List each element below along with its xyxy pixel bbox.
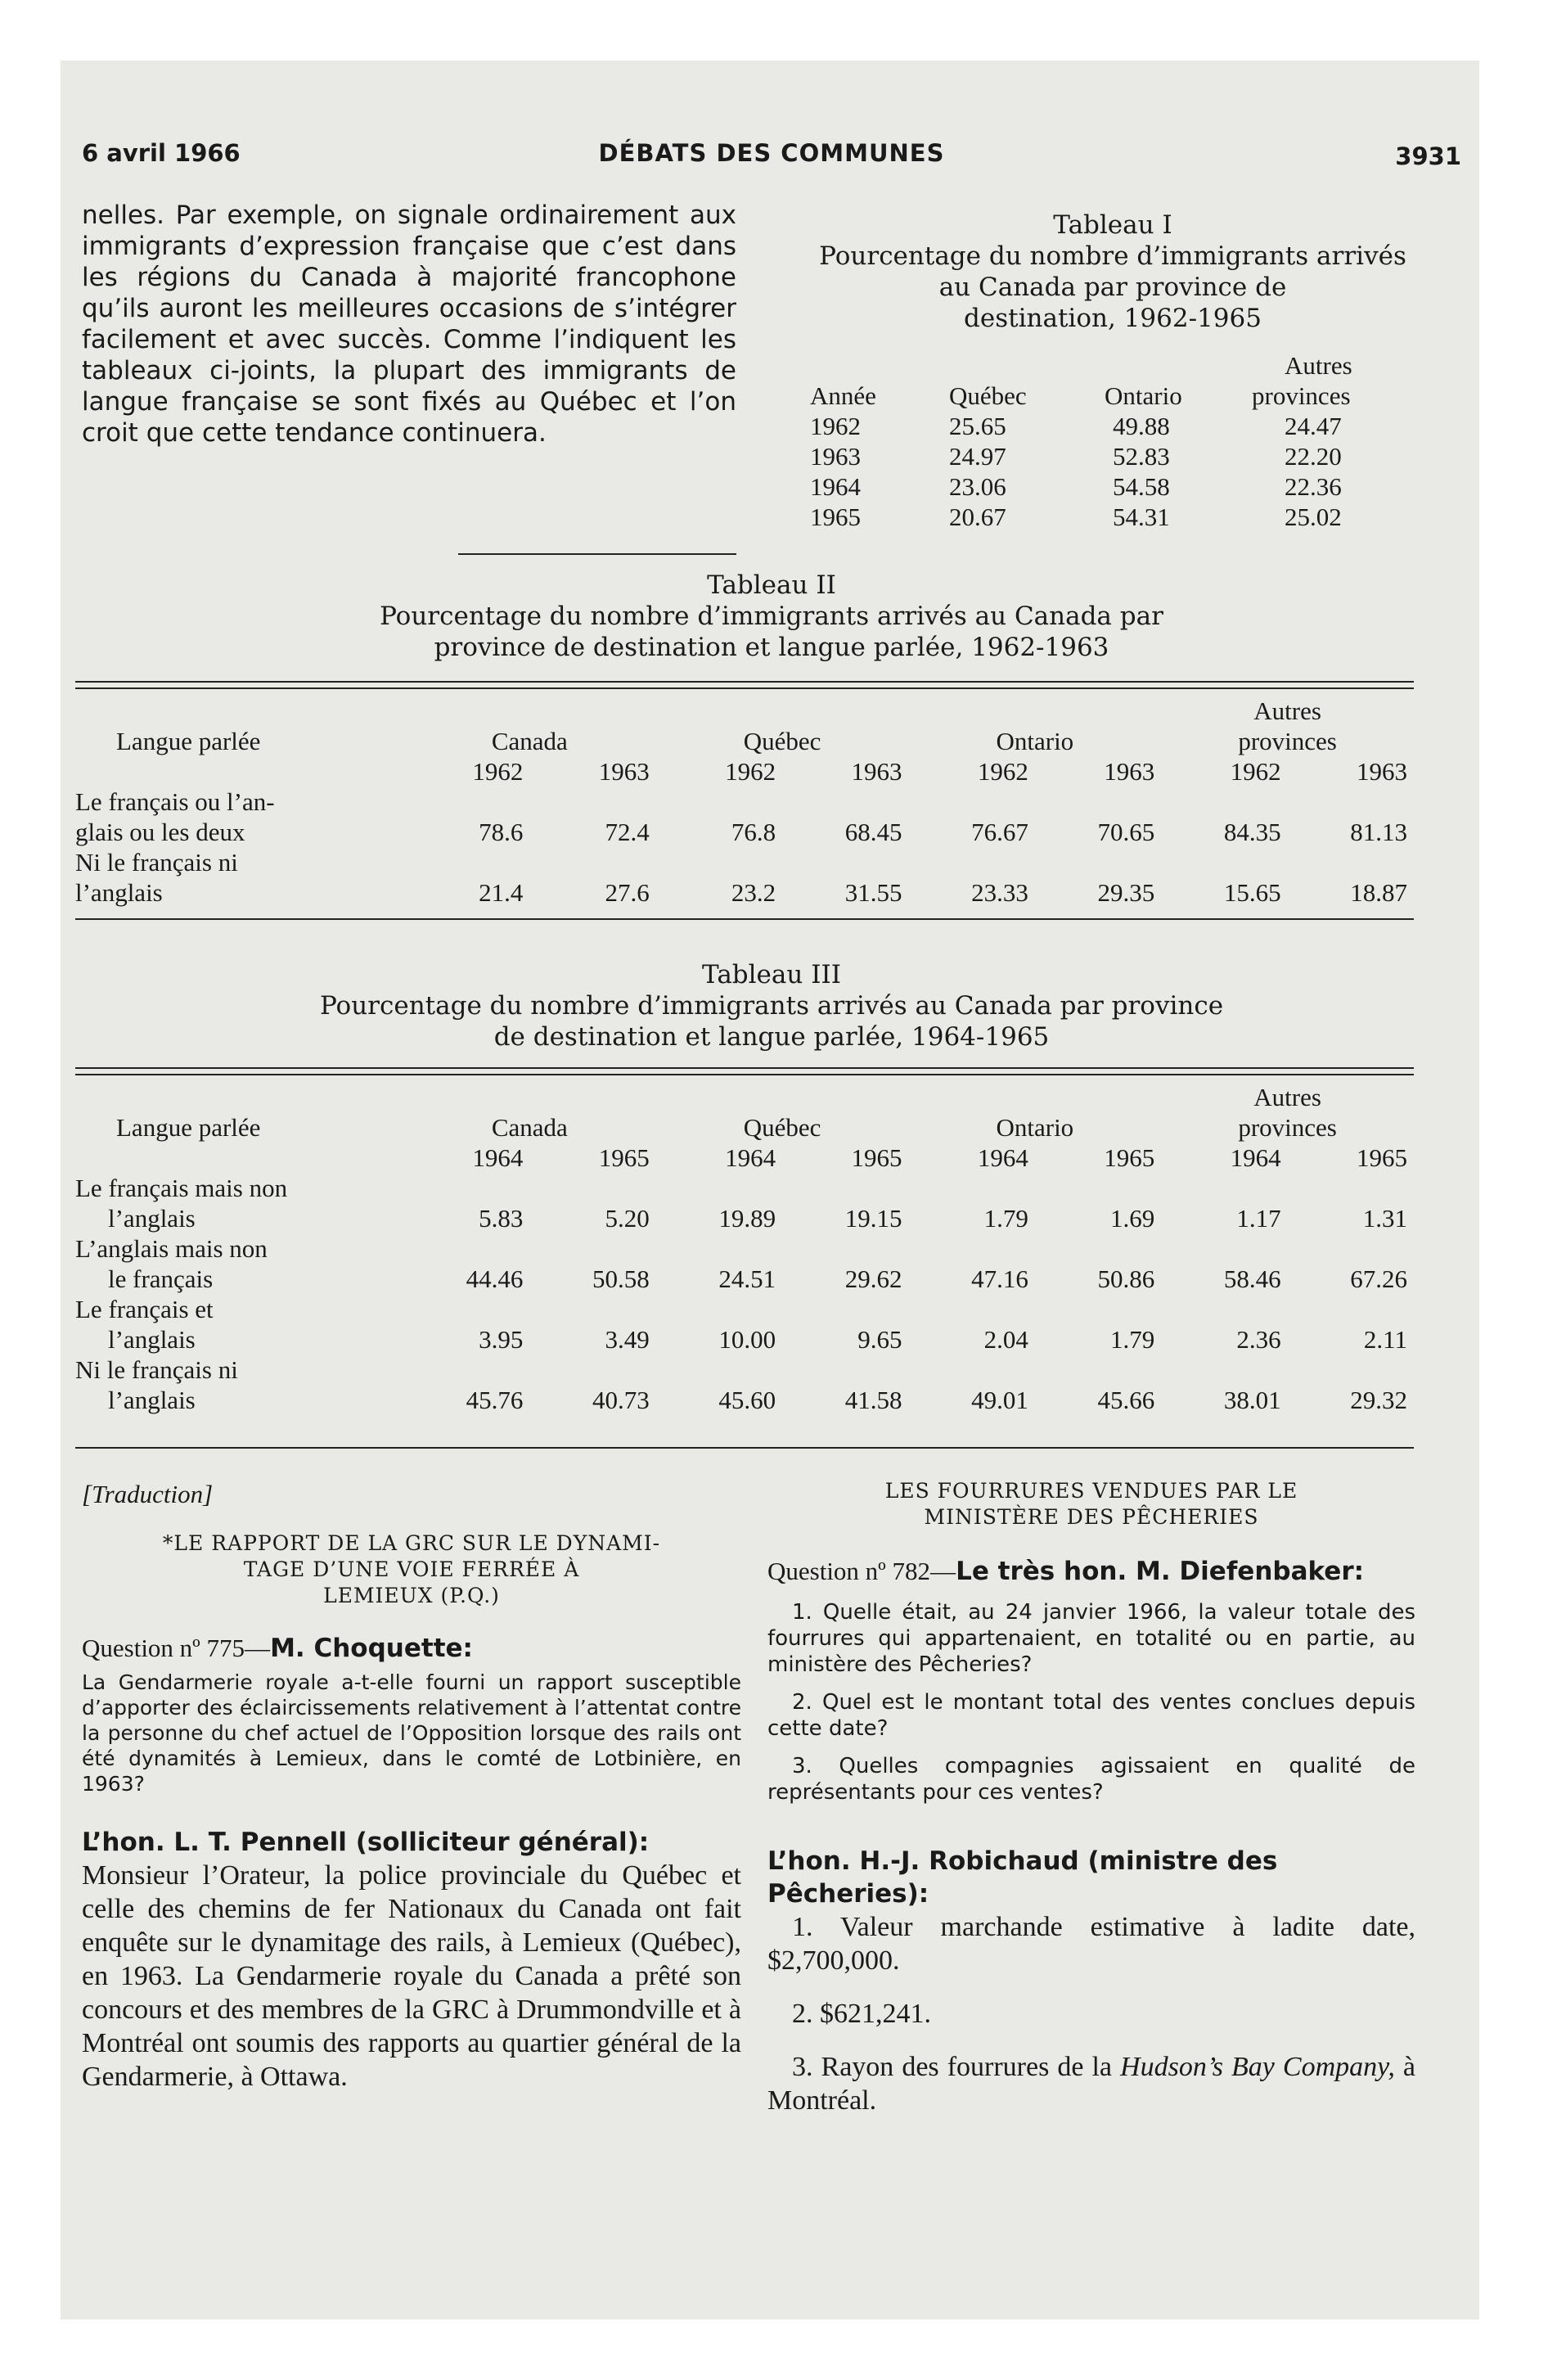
header-title: DÉBATS DES COMMUNES (598, 139, 945, 167)
table-cell: 3.49 (605, 1325, 650, 1354)
table-cell: 29.62 (844, 1264, 902, 1293)
table-row (75, 787, 1414, 847)
table3-year-row (75, 1143, 1414, 1173)
table-cell: 50.86 (1097, 1264, 1155, 1293)
row-label-line: l’anglais (75, 878, 163, 907)
table3-year: 1964 (1230, 1143, 1281, 1172)
right-answer-2: 2. $621,241. (792, 1999, 931, 2029)
table2-year: 1962 (472, 757, 524, 786)
table-cell: 31.55 (844, 878, 902, 907)
table-cell: 44.46 (466, 1264, 524, 1293)
table-cell: 49.01 (971, 1386, 1028, 1414)
table-cell: 47.16 (971, 1264, 1028, 1293)
table1-caption-1: Pourcentage du nombre d’immigrants arrivés (819, 241, 1406, 271)
left-heading-line: *LE RAPPORT DE LA GRC SUR LE DYNAMI- (162, 1531, 661, 1555)
table-cell: 2.11 (1363, 1325, 1407, 1354)
table-row (810, 502, 1432, 532)
question-member: Le très hon. M. Diefenbaker: (956, 1557, 1364, 1586)
left-heading-line: TAGE D’UNE VOIE FERRÉE À (243, 1557, 580, 1581)
page-header (82, 139, 1461, 175)
table-cell: 19.15 (844, 1204, 902, 1233)
table3-year: 1965 (598, 1143, 650, 1172)
table-cell: 23.33 (971, 878, 1028, 907)
row-label-line: L’anglais mais non (75, 1234, 268, 1263)
table-row (75, 1294, 1414, 1355)
table1-caption-2: au Canada par province de (938, 273, 1287, 302)
table-row (75, 847, 1414, 908)
row-label (75, 1233, 403, 1294)
left-heading-line: LEMIEUX (P.Q.) (323, 1584, 500, 1607)
table-cell: 52.83 (1113, 442, 1170, 471)
table3-label-header: Langue parlée (116, 1113, 261, 1142)
table1 (810, 350, 1432, 532)
table3-group: Canada (491, 1113, 568, 1142)
table2-year: 1962 (1230, 757, 1281, 786)
table3-group-row (75, 1112, 1414, 1143)
table3-top-rule (75, 1067, 1414, 1075)
table-cell: 24.51 (718, 1264, 776, 1293)
table3-group: Ontario (996, 1113, 1074, 1142)
table2-group-row (75, 726, 1414, 756)
table-cell: 40.73 (592, 1386, 650, 1414)
table-cell: 1.31 (1362, 1204, 1407, 1233)
table-cell: 25.02 (1285, 503, 1342, 531)
table-cell: 72.4 (605, 818, 650, 846)
table-cell: 21.4 (479, 878, 524, 907)
right-heading-line: LES FOURRURES VENDUES PAR LE (884, 1479, 1298, 1503)
table2-year: 1963 (1357, 757, 1407, 786)
table3 (75, 1082, 1414, 1415)
table3-year: 1965 (1104, 1143, 1155, 1172)
table-cell: 29.35 (1097, 878, 1155, 907)
table2-year: 1963 (1104, 757, 1155, 786)
table1-title: Tableau I (1053, 210, 1172, 240)
page-number: 3931 (1395, 142, 1461, 170)
table1-header: Québec (949, 381, 1027, 410)
table2-year: 1963 (851, 757, 902, 786)
table3-year: 1965 (1357, 1143, 1407, 1172)
left-heading (82, 1530, 741, 1609)
table1-header-row (810, 381, 1432, 411)
right-question-1: 1. Quelle était, au 24 janvier 1966, la valeur totale des fourrures qui appartenaient, en totalité ou en partie, au ministère des Pêcheries? (767, 1600, 1415, 1677)
table-cell: 23.2 (731, 878, 776, 907)
table-cell: 76.67 (971, 818, 1028, 846)
table-cell: 58.46 (1223, 1264, 1281, 1293)
table3-autres: Autres (1253, 1083, 1321, 1111)
table3-title-block (82, 959, 1461, 1053)
table-cell: 2.36 (1236, 1325, 1281, 1354)
intro-paragraph: nelles. Par exemple, on signale ordinairement aux immigrants d’expression française que c’est dans les régions du Canada à majorité francophone qu’ils auront les meilleures occasions de s’intégrer facilement et avec succès. Comme l’indiquent les tableaux ci-joints, la plupart des immigrants de langue française se sont fixés au Québec et l’on croit que cette tendance continuera. (82, 201, 736, 448)
row-label (75, 847, 403, 908)
table-cell: 18.87 (1350, 878, 1407, 907)
table-cell: 68.45 (844, 818, 902, 846)
table2-title-block (82, 570, 1461, 663)
row-label (75, 1294, 403, 1355)
table-cell: 15.65 (1223, 878, 1281, 907)
table-row (75, 1355, 1414, 1415)
left-question-line (82, 1632, 741, 1665)
left-answer-text: Monsieur l’Orateur, la police provinciale du Québec et celle des chemins de fer Nationaux du Canada ont fait enquête sur le dynamitage des rails, à Lemieux (Québec), en 1963. La Gendarmerie royale du Canada a prêté son concours et des membres de la GRC à Drummondville et à Montréal ont soumis des rapports au quartier général de la Gendarmerie, à Ottawa. (82, 1860, 741, 2092)
row-label-line: Le français et (75, 1295, 214, 1323)
table-row (810, 441, 1432, 471)
right-question-2: 2. Quel est le montant total des ventes conclues depuis cette date? (767, 1690, 1415, 1741)
table-cell: 54.31 (1113, 503, 1170, 531)
table2-group: Québec (743, 727, 821, 755)
right-question-3: 3. Quelles compagnies agissaient en qualité de représentants pour ces ventes? (767, 1754, 1415, 1805)
table2-year: 1962 (977, 757, 1028, 786)
table-cell: 45.76 (466, 1386, 524, 1414)
table-cell: 23.06 (949, 472, 1006, 501)
left-question-section (82, 1478, 741, 2094)
question-number: Question nº 782— (767, 1557, 956, 1585)
table-row (75, 1233, 1414, 1294)
right-answer-3 (767, 2050, 1415, 2117)
left-question-text: La Gendarmerie royale a-t-elle fourni un rapport susceptible d’apporter des éclaircissements relativement à l’attentat contre la personne du chef actuel de l’Opposition lorsque des rails ont été dynamités à Lemieux, dans le comté de Lotbinière, en 1963? (82, 1670, 741, 1796)
table-cell: 1963 (810, 442, 861, 471)
answer-3-prefix: 3. Rayon des fourrures de la (792, 2052, 1121, 2082)
table-cell: 1965 (810, 503, 861, 531)
table-cell: 1964 (810, 472, 861, 501)
right-question-section (767, 1478, 1415, 2117)
row-label-line: l’anglais (108, 1325, 196, 1354)
table3-group: provinces (1238, 1113, 1337, 1142)
question-member: M. Choquette: (270, 1634, 473, 1663)
table1-caption-3: destination, 1962-1965 (964, 304, 1262, 333)
table-cell: 67.26 (1350, 1264, 1407, 1293)
row-label-line: glais ou les deux (75, 818, 245, 846)
table-cell: 76.8 (731, 818, 776, 846)
row-label-line: Ni le français ni (75, 1355, 238, 1384)
table-cell: 45.60 (718, 1386, 776, 1414)
table-cell: 3.95 (479, 1325, 524, 1354)
intro-end-rule (458, 553, 736, 555)
table-row (75, 1173, 1414, 1233)
table-cell: 1.79 (983, 1204, 1028, 1233)
table-cell: 81.13 (1350, 818, 1407, 846)
table2-group: Canada (491, 727, 568, 755)
table-cell: 50.58 (592, 1264, 650, 1293)
traduction-label: [Traduction] (82, 1480, 214, 1508)
table-cell: 9.65 (857, 1325, 902, 1354)
table3-year: 1965 (851, 1143, 902, 1172)
intro-column (82, 200, 736, 449)
row-label (75, 1173, 403, 1233)
right-answer-speaker: L’hon. H.-J. Robichaud (ministre des Pêcheries): (767, 1846, 1278, 1909)
table-cell: 1.17 (1236, 1204, 1281, 1233)
row-label-line: Le français mais non (75, 1174, 288, 1202)
table2-title: Tableau II (707, 570, 836, 600)
table2-year: 1963 (598, 757, 650, 786)
table-cell: 2.04 (983, 1325, 1028, 1354)
question-number: Question nº 775— (82, 1634, 271, 1662)
table-cell: 41.58 (844, 1386, 902, 1414)
table-cell: 24.97 (949, 442, 1006, 471)
table-cell: 1.69 (1109, 1204, 1155, 1233)
row-label (75, 1355, 403, 1415)
row-label (75, 787, 403, 847)
table-cell: 24.47 (1285, 412, 1342, 440)
table3-caption-1: Pourcentage du nombre d’immigrants arrivés au Canada par province (319, 991, 1224, 1021)
table3-group: Québec (743, 1113, 821, 1142)
table3-bottom-rule (75, 1447, 1414, 1449)
table2-group: provinces (1238, 727, 1337, 755)
table-cell: 70.65 (1097, 818, 1155, 846)
table-cell: 22.20 (1285, 442, 1342, 471)
table-cell: 78.6 (479, 818, 524, 846)
table2-top-rule (75, 681, 1414, 689)
right-answer-1: 1. Valeur marchande estimative à ladite date, $2,700,000. (767, 1912, 1415, 1976)
answer-3-company: Hudson’s Bay Company, (1120, 2052, 1395, 2082)
row-label-line: Ni le français ni (75, 848, 238, 877)
table-cell: 20.67 (949, 503, 1006, 531)
table3-year: 1964 (725, 1143, 776, 1172)
table2-autres: Autres (1253, 696, 1321, 725)
table1-title-block (769, 210, 1456, 334)
table-cell: 1.79 (1109, 1325, 1155, 1354)
left-answer-speaker: L’hon. L. T. Pennell (solliciteur général): (82, 1828, 650, 1857)
table-cell: 49.88 (1113, 412, 1170, 440)
table-cell: 29.32 (1350, 1386, 1407, 1414)
table2-year: 1962 (725, 757, 776, 786)
table-cell: 45.66 (1097, 1386, 1155, 1414)
table-cell: 27.6 (605, 878, 650, 907)
row-label-line: Le français ou l’an- (75, 787, 275, 816)
table2-year-row (75, 756, 1414, 787)
table-row (810, 411, 1432, 441)
table3-title: Tableau III (702, 960, 841, 989)
right-question-line (767, 1555, 1415, 1588)
table-cell: 84.35 (1223, 818, 1281, 846)
answer-3-suffix: à Montréal. (767, 2052, 1415, 2116)
table-cell: 38.01 (1223, 1386, 1281, 1414)
table-cell: 19.89 (718, 1204, 776, 1233)
table2-group: Ontario (996, 727, 1074, 755)
right-heading-line: MINISTÈRE DES PÊCHERIES (924, 1505, 1259, 1529)
table2-caption-1: Pourcentage du nombre d’immigrants arrivés au Canada par (380, 602, 1163, 631)
right-heading (767, 1478, 1415, 1530)
table1-header: provinces (1252, 381, 1351, 410)
table2-caption-2: province de destination et langue parlée, 1962-1963 (434, 633, 1109, 662)
table3-caption-2: de destination et langue parlée, 1964-1965 (493, 1022, 1050, 1052)
table-cell: 10.00 (718, 1325, 776, 1354)
table2-label-header: Langue parlée (116, 727, 261, 755)
table1-header: Ontario (1105, 381, 1182, 410)
table2-bottom-rule (75, 918, 1414, 920)
row-label-line: l’anglais (108, 1386, 196, 1414)
table-cell: 1962 (810, 412, 861, 440)
table-cell: 22.36 (1285, 472, 1342, 501)
table1-autres-label: Autres (1285, 351, 1352, 380)
header-date: 6 avril 1966 (82, 139, 241, 167)
table1-header: Année (810, 381, 876, 410)
row-label-line: le français (108, 1264, 214, 1293)
table-cell: 54.58 (1113, 472, 1170, 501)
table-cell: 25.65 (949, 412, 1006, 440)
table-cell: 5.20 (605, 1204, 650, 1233)
table2 (75, 696, 1414, 908)
row-label-line: l’anglais (108, 1204, 196, 1233)
table-row (810, 471, 1432, 502)
table-cell: 5.83 (479, 1204, 524, 1233)
table3-year: 1964 (977, 1143, 1028, 1172)
table3-year: 1964 (472, 1143, 524, 1172)
